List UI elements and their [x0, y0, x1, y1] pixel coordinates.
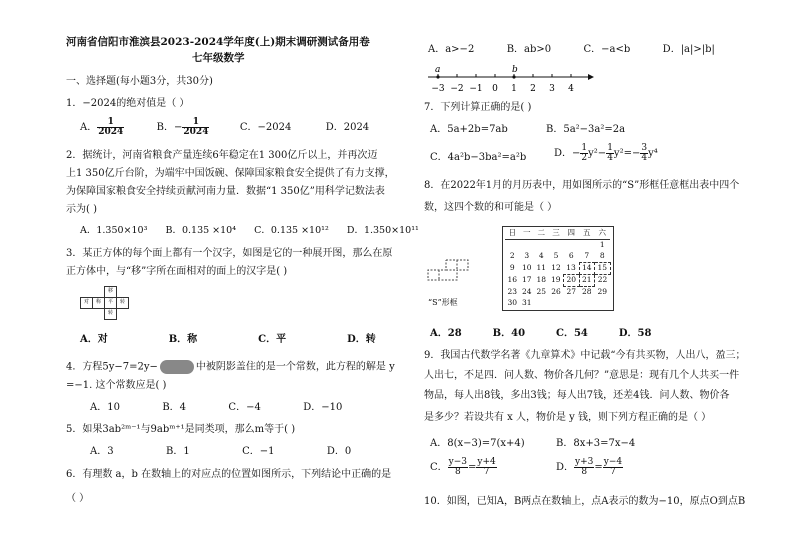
- question-4-line-2: =−1. 这个常数应是( ): [66, 380, 167, 391]
- calendar-cell: 31: [521, 298, 532, 308]
- q7-option-b: B．5a²−3a²=2a: [546, 124, 626, 135]
- question-8-line-1: 8．在2022年1月的月历表中，用如图所示的“S”形框任意框出表中四个: [424, 180, 740, 191]
- cube-face: 移: [105, 287, 117, 298]
- s-frame-label: “S”形框: [428, 298, 458, 307]
- calendar-cell: [595, 298, 611, 309]
- point-a-label: a: [435, 65, 441, 75]
- question-7: 7．下列计算正确的是( ): [424, 102, 532, 113]
- q2-option-d: D．1.350×10¹¹: [346, 225, 419, 236]
- q1-option-b: B．− $\frac{1}{2024}$: [156, 117, 209, 137]
- question-6-line-2: （ ）: [66, 493, 90, 504]
- number-line-tick-label: −1: [469, 84, 483, 94]
- q8-option-c: C．54: [556, 328, 588, 339]
- calendar-cell: 29: [597, 286, 608, 296]
- exam-title: 河南省信阳市淮滨县2023-2024学年度(上)期末调研测试备用卷: [66, 36, 370, 48]
- point-a: [436, 75, 439, 78]
- cube-net-figure: [80, 286, 129, 320]
- calendar-header: 一: [520, 228, 535, 240]
- q5-options: [90, 446, 351, 458]
- calendar-cell: 14: [579, 263, 595, 275]
- question-4-line-1: 4．方程5y−7=2y− 中被阴影盖住的是一个常数，此方程的解是 y: [66, 361, 395, 373]
- question-8-line-2: 数，这四个数的和可能是（ ）: [424, 202, 558, 213]
- q6-options: [428, 44, 715, 56]
- question-6-line-1: 6．有理数 a，b 在数轴上的对应点的位置如图所示，下列结论中正确的是: [66, 469, 392, 480]
- q1-option-c: C．−2024: [239, 122, 292, 133]
- calendar-cell: [564, 240, 580, 252]
- calendar-cell: [534, 240, 549, 252]
- question-9-line-4: 是多少？若设共有 x 人，物价是 y 钱，则下列方程正确的是（ ）: [424, 412, 712, 423]
- calendar-cell: 25: [536, 286, 547, 296]
- q1-options: [80, 118, 369, 137]
- calendar-cell: 20: [564, 275, 580, 287]
- calendar-cell: 11: [536, 263, 547, 273]
- calendar-cell: 23: [507, 286, 518, 296]
- shaded-blob: [160, 360, 194, 374]
- number-line-tick-label: 4: [568, 84, 574, 94]
- question-5: 5．如果3ab²ᵐ⁻¹与9abᵐ⁺¹是同类项，那么m等于( ): [66, 424, 296, 435]
- q2-option-b: B．0.135 ×10⁴: [165, 225, 237, 236]
- q5-option-d: D．0: [326, 446, 352, 457]
- question-1: 1．−2024的绝对值是（ ）: [66, 98, 190, 109]
- calendar-cell: [534, 298, 549, 309]
- q5-option-c: C．−1: [242, 446, 275, 457]
- section-heading: 一、选择题(每小题3分，共30分): [66, 76, 213, 87]
- calendar-cell: 13: [566, 262, 576, 272]
- cube-face: 称: [93, 298, 105, 309]
- calendar-header: 六: [595, 228, 611, 240]
- question-9-line-3: 物品，每人出8钱，多出3钱；每人出7钱，还差4钱．问人数、物价各: [424, 390, 730, 401]
- calendar-cell: 27: [566, 287, 577, 297]
- q2-option-c: C．0.135 ×10¹²: [254, 225, 329, 236]
- calendar-cell: 26: [551, 286, 561, 296]
- calendar-cell: [549, 298, 564, 309]
- question-10: 10．如图，已知A，B两点在数轴上，点A表示的数为−10，原点O到点B: [424, 496, 746, 507]
- calendar-cell: 5: [553, 251, 559, 261]
- q2-option-a: A．1.350×10³: [80, 225, 148, 236]
- calendar-header: 二: [534, 228, 549, 240]
- question-3-line-2: 正方体中，与“移”字所在面相对的面上的汉字是( ): [66, 266, 288, 277]
- calendar-cell: 2: [509, 251, 515, 261]
- q4-option-b: B．4: [162, 402, 187, 413]
- calendar-cell: [579, 240, 595, 252]
- calendar-header: 四: [564, 228, 580, 240]
- calendar-cell: 17: [521, 275, 532, 285]
- calendar-header: 日: [505, 228, 520, 240]
- q6-option-a: A．a>−2: [428, 44, 475, 55]
- question-2-line-4: 示为( ): [66, 204, 97, 215]
- question-9-line-2: 人出七，不足四．问人数、物价各几何？”意思是：现有几个人共买一件: [424, 370, 740, 381]
- calendar-cell: 28: [581, 287, 592, 297]
- calendar-header: 五: [579, 228, 595, 240]
- question-2-line-3: 为保障国家粮食安全持续贡献河南力量．数据“1 350亿”用科学记数法表: [66, 186, 385, 197]
- q7-option-d: D．− $\frac{1}{2}$ y²− $\frac{1}{4}$ y²=− $\frac{3}{4}$ y⁴: [554, 143, 658, 163]
- calendar-table: [502, 226, 614, 311]
- calendar-cell: 30: [507, 298, 518, 308]
- question-2-line-1: 2．据统计，河南省粮食产量连续6年稳定在1 300亿斤以上，并再次迈: [66, 150, 378, 161]
- point-b-label: b: [512, 65, 518, 75]
- q9-option-c: C． $\frac{y-3}{8}$ = $\frac{y+4}{7}$: [430, 457, 496, 477]
- calendar-cell: 10: [521, 263, 532, 273]
- q3-option-d: D．转: [347, 334, 376, 345]
- q6-option-b: B．ab>0: [506, 44, 552, 55]
- cube-face: 对: [81, 298, 93, 309]
- question-2-line-2: 上1 350亿斤台阶，为端牢中国饭碗、保障国家粮食安全提供了有力支撑，: [66, 168, 395, 179]
- q4-option-c: C．−4: [228, 402, 261, 413]
- calendar-cell: [520, 240, 535, 252]
- calendar-cell: [549, 240, 564, 252]
- q2-options: [80, 226, 419, 237]
- calendar-cell: 19: [550, 275, 561, 285]
- calendar-cell: 4: [538, 251, 544, 261]
- number-line-tick-label: −3: [431, 84, 445, 94]
- calendar-cell: [579, 298, 595, 309]
- q3-option-a: A．对: [80, 334, 108, 345]
- calendar-cell: [505, 240, 520, 252]
- q6-option-c: C．−a<b: [583, 44, 631, 55]
- calendar-cell: 22: [597, 275, 608, 285]
- cube-face: 转: [117, 298, 129, 309]
- calendar-cell: 21: [579, 275, 595, 287]
- calendar-header: 三: [549, 228, 564, 240]
- number-line-tick-label: 0: [492, 84, 498, 94]
- q4-option-a: A．10: [90, 402, 120, 413]
- calendar-cell: 9: [509, 263, 515, 273]
- q4-option-d: D．−10: [303, 402, 343, 413]
- q8-option-b: B．40: [492, 328, 526, 339]
- s-shape-frame-icon: [426, 258, 470, 294]
- calendar-cell: 15: [595, 263, 611, 275]
- q3-option-c: C．平: [258, 334, 287, 345]
- q8-option-d: D．58: [618, 328, 652, 339]
- calendar-cell: 7: [584, 251, 590, 261]
- number-line-tick-label: −2: [450, 84, 464, 94]
- calendar-cell: 3: [524, 251, 530, 261]
- number-line-tick-label: 1: [511, 84, 517, 94]
- calendar-cell: 6: [568, 251, 574, 261]
- calendar-cell: 24: [521, 286, 532, 296]
- calendar-cell: 8: [599, 251, 605, 261]
- calendar-cell: 18: [536, 275, 547, 285]
- q6-option-d: D．|a|>|b|: [662, 44, 715, 55]
- question-3-line-1: 3．某正方体的每个面上都有一个汉字，如图是它的一种展开图，那么在原: [66, 248, 393, 259]
- q1-option-d: D．2024: [325, 122, 370, 133]
- q8-options: [430, 328, 651, 340]
- cube-face: 转: [105, 309, 117, 320]
- q5-option-a: A．3: [90, 446, 114, 457]
- number-line-tick-label: 3: [549, 84, 555, 94]
- q5-option-b: B．1: [165, 446, 190, 457]
- calendar-cell: 16: [507, 275, 518, 285]
- calendar-cell: 12: [551, 263, 561, 273]
- q3-options: [80, 334, 376, 346]
- exam-subtitle: 七年级数学: [192, 52, 245, 64]
- q7-option-c: C．4a²b−3ba²=a²b: [430, 152, 527, 163]
- q8-option-a: A．28: [430, 328, 462, 339]
- calendar-cell: [564, 298, 580, 309]
- q9-option-d: D． $\frac{y+3}{8}$ = $\frac{y-4}{7}$: [556, 457, 623, 477]
- q9-option-b: B．8x+3=7x−4: [556, 438, 636, 449]
- q7-option-a: A．5a+2b=7ab: [430, 124, 508, 135]
- q9-option-a: A．8(x−3)=7(x+4): [430, 438, 525, 449]
- number-line-tick-label: 2: [530, 84, 536, 94]
- question-9-line-1: 9．我国古代数学名著《九章算术》中记载“今有共买物，人出八，盈三；: [424, 350, 746, 361]
- cube-face: 平: [105, 298, 117, 309]
- point-b: [512, 75, 515, 78]
- q4-options: [90, 402, 342, 414]
- number-line-figure: [424, 62, 594, 96]
- q1-option-a: A． $\frac{1}{2024}$: [80, 117, 124, 137]
- q3-option-b: B．称: [168, 334, 198, 345]
- calendar-cell: 1: [599, 240, 605, 250]
